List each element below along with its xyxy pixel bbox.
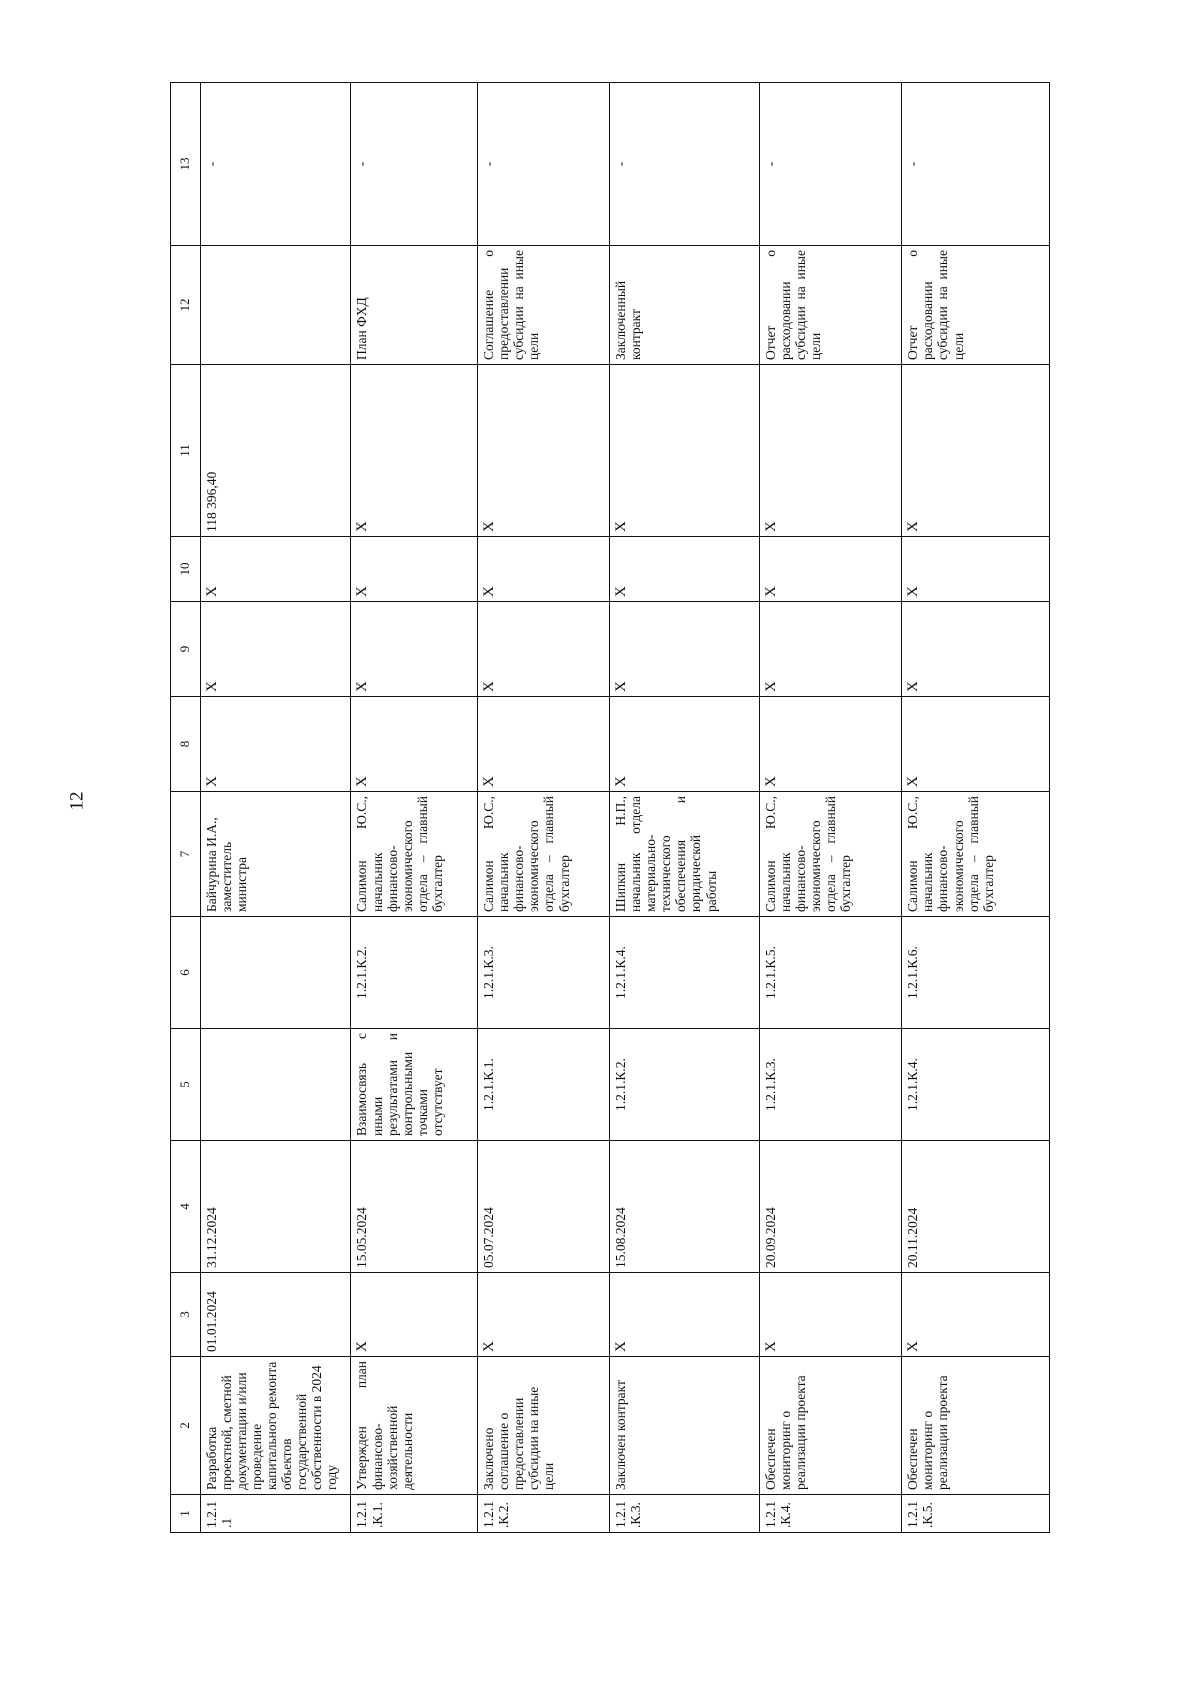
task-name: Утвержден план финансово-хозяйственной деятельности xyxy=(351,1357,478,1495)
table-row xyxy=(609,83,759,1533)
column-number: 4 xyxy=(171,1141,201,1273)
column-number: 13 xyxy=(171,83,201,246)
successor xyxy=(200,917,351,1029)
cell-x: X xyxy=(609,697,759,792)
cell-x: X xyxy=(478,697,610,792)
end-date: 20.11.2024 xyxy=(902,1141,1050,1273)
task-name: Заключен контракт xyxy=(609,1357,759,1495)
funding-amount: 118 396,40 xyxy=(200,365,351,537)
funding-amount: X xyxy=(351,365,478,537)
notes: - xyxy=(759,83,901,246)
document-type: Заключенный контракт xyxy=(609,246,759,365)
column-number-row xyxy=(171,83,201,1533)
predecessor: 1.2.1.К.1. xyxy=(478,1029,610,1141)
row-number: 1.2.1.К.4. xyxy=(759,1495,901,1533)
row-number: 1.2.1.К.2. xyxy=(478,1495,610,1533)
page-number: 12 xyxy=(66,791,88,811)
cell-x: X xyxy=(351,602,478,697)
notes: - xyxy=(902,83,1050,246)
task-name: Обеспечен мониторинг о реализации проекта xyxy=(759,1357,901,1495)
successor: 1.2.1.К.5. xyxy=(759,917,901,1029)
cell-x: X xyxy=(902,537,1050,602)
document-type: Отчет о расходовании субсидии на иные цели xyxy=(759,246,901,365)
funding-amount: X xyxy=(609,365,759,537)
plan-table xyxy=(170,82,1050,1533)
predecessor: Взаимосвязь с иными результатами и контрольными точками отсутствует xyxy=(351,1029,478,1141)
row-number: 1.2.1.К.1. xyxy=(351,1495,478,1533)
cell-x: X xyxy=(351,537,478,602)
table-row xyxy=(478,83,610,1533)
column-number: 7 xyxy=(171,792,201,917)
end-date: 05.07.2024 xyxy=(478,1141,610,1273)
task-name: Заключено соглашение о предоставлении субсидии на иные цели xyxy=(478,1357,610,1495)
column-number: 8 xyxy=(171,697,201,792)
notes: - xyxy=(478,83,610,246)
start-date: X xyxy=(478,1273,610,1357)
task-name: Обеспечен мониторинг о реализации проекта xyxy=(902,1357,1050,1495)
column-number: 3 xyxy=(171,1273,201,1357)
funding-amount: X xyxy=(759,365,901,537)
notes: - xyxy=(609,83,759,246)
row-number: 1.2.1.К.5. xyxy=(902,1495,1050,1533)
start-date: X xyxy=(759,1273,901,1357)
responsible-person: Салимон Ю.С., начальник финансово-экономического отдела – главный бухгалтер xyxy=(478,792,610,917)
table-row xyxy=(200,83,351,1533)
start-date: 01.01.2024 xyxy=(200,1273,351,1357)
responsible-person: Салимон Ю.С., начальник финансово-экономического отдела – главный бухгалтер xyxy=(759,792,901,917)
rotated-table-container xyxy=(170,83,1050,1533)
cell-x: X xyxy=(902,602,1050,697)
end-date: 15.05.2024 xyxy=(351,1141,478,1273)
document-type: Соглашение о предоставлении субсидии на иные цели xyxy=(478,246,610,365)
notes: - xyxy=(200,83,351,246)
predecessor xyxy=(200,1029,351,1141)
predecessor: 1.2.1.К.3. xyxy=(759,1029,901,1141)
successor: 1.2.1.К.6. xyxy=(902,917,1050,1029)
cell-x: X xyxy=(200,602,351,697)
cell-x: X xyxy=(759,602,901,697)
start-date: X xyxy=(351,1273,478,1357)
column-number: 9 xyxy=(171,602,201,697)
cell-x: X xyxy=(478,602,610,697)
column-number: 6 xyxy=(171,917,201,1029)
cell-x: X xyxy=(609,602,759,697)
cell-x: X xyxy=(200,697,351,792)
cell-x: X xyxy=(478,537,610,602)
document-type: План ФХД xyxy=(351,246,478,365)
funding-amount: X xyxy=(902,365,1050,537)
start-date: X xyxy=(902,1273,1050,1357)
table-row xyxy=(759,83,901,1533)
cell-x: X xyxy=(902,697,1050,792)
successor: 1.2.1.К.4. xyxy=(609,917,759,1029)
column-number: 2 xyxy=(171,1357,201,1495)
end-date: 31.12.2024 xyxy=(200,1141,351,1273)
column-number: 11 xyxy=(171,365,201,537)
document-type xyxy=(200,246,351,365)
responsible-person: Шипкин Н.П., начальник отдела материально-технического обеспечения и юридической работы xyxy=(609,792,759,917)
responsible-person: Салимон Ю.С., начальник финансово-экономического отдела – главный бухгалтер xyxy=(902,792,1050,917)
column-number: 5 xyxy=(171,1029,201,1141)
column-number: 1 xyxy=(171,1495,201,1533)
end-date: 20.09.2024 xyxy=(759,1141,901,1273)
table-row xyxy=(902,83,1050,1533)
successor: 1.2.1.К.2. xyxy=(351,917,478,1029)
column-number: 10 xyxy=(171,537,201,602)
task-name: Разработка проектной, сметной документации и/или проведение капитального ремонта объектов государственной собственности в 2024 году xyxy=(200,1357,351,1495)
start-date: X xyxy=(609,1273,759,1357)
predecessor: 1.2.1.К.4. xyxy=(902,1029,1050,1141)
notes: - xyxy=(351,83,478,246)
column-number: 12 xyxy=(171,246,201,365)
cell-x: X xyxy=(200,537,351,602)
successor: 1.2.1.К.3. xyxy=(478,917,610,1029)
cell-x: X xyxy=(759,537,901,602)
funding-amount: X xyxy=(478,365,610,537)
end-date: 15.08.2024 xyxy=(609,1141,759,1273)
row-number: 1.2.1.К.3. xyxy=(609,1495,759,1533)
cell-x: X xyxy=(759,697,901,792)
predecessor: 1.2.1.К.2. xyxy=(609,1029,759,1141)
document-type: Отчет о расходовании субсидии на иные цели xyxy=(902,246,1050,365)
cell-x: X xyxy=(609,537,759,602)
row-number: 1.2.1.1 xyxy=(200,1495,351,1533)
cell-x: X xyxy=(351,697,478,792)
table-row xyxy=(351,83,478,1533)
responsible-person: Байчурина И.А., заместитель министра xyxy=(200,792,351,917)
responsible-person: Салимон Ю.С., начальник финансово-экономического отдела – главный бухгалтер xyxy=(351,792,478,917)
